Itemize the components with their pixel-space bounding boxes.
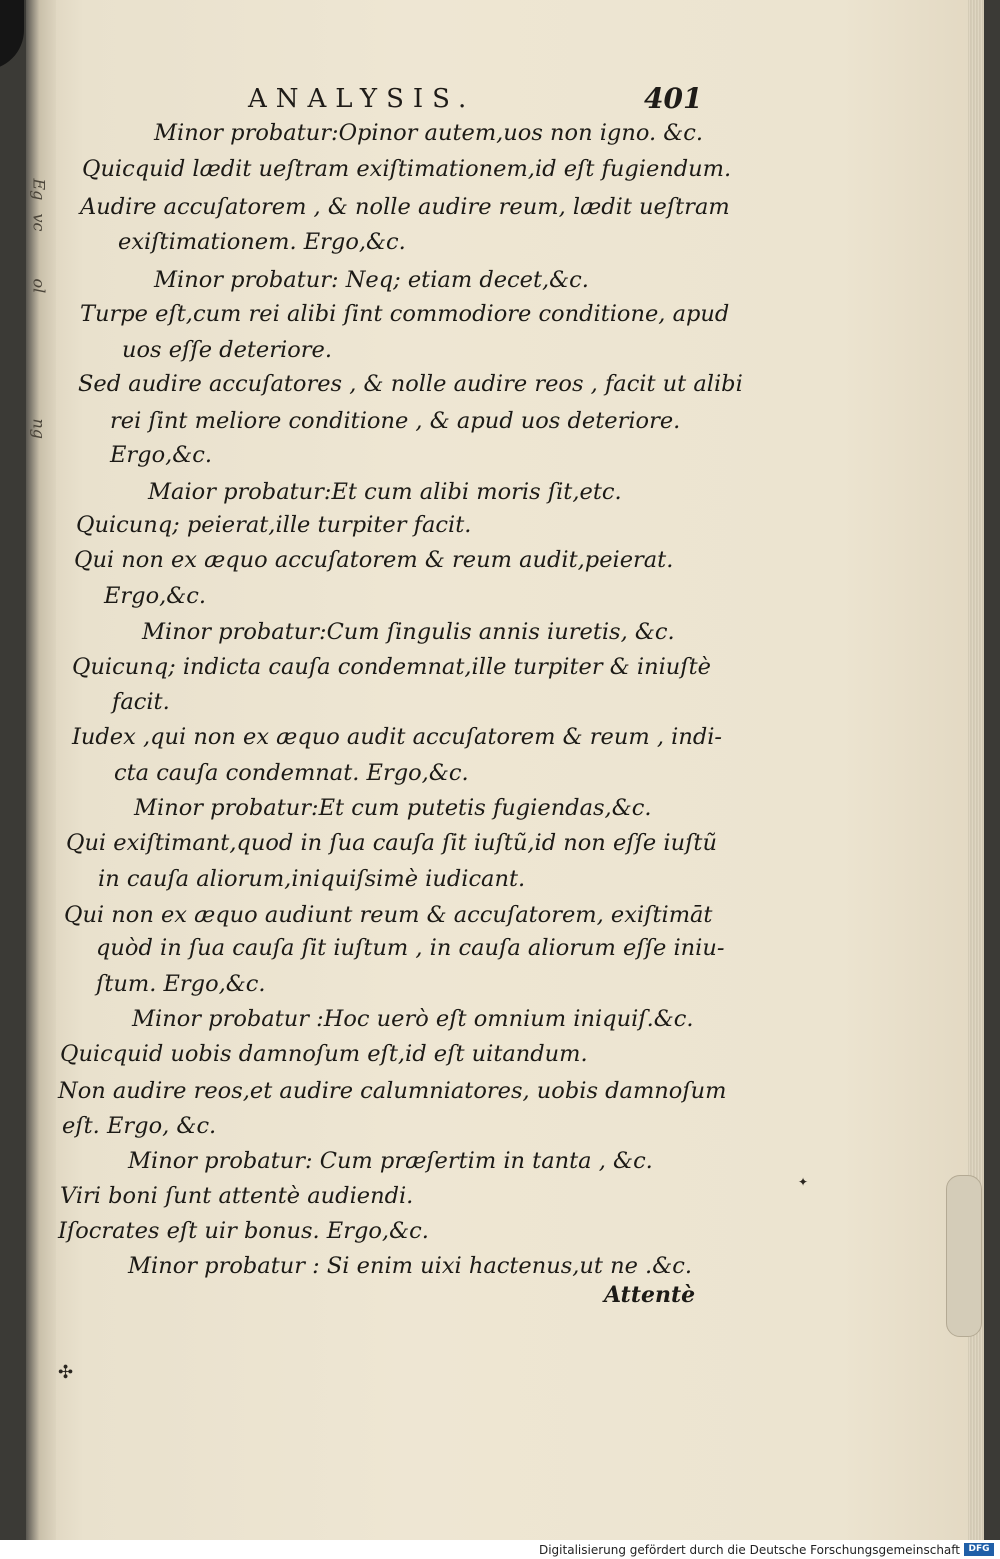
- binding-fragment: ng: [29, 418, 49, 440]
- page-tab: [946, 1175, 982, 1337]
- text-line: Sed audire accuſatores , & nolle audire reos , facit ut alibi: [78, 371, 743, 397]
- binding-fragment: vc: [29, 213, 49, 232]
- text-line: facit.: [112, 689, 170, 715]
- text-line: Turpe eſt,cum rei alibi ſint commodiore conditione, apud: [80, 301, 730, 327]
- binding-gutter: [26, 0, 56, 1540]
- text-line: quòd in ſua cauſa ſit iuſtum , in cauſa aliorum eſſe iniu-: [96, 935, 725, 961]
- text-line: Qui non ex æquo accuſatorem & reum audit,peierat.: [74, 547, 674, 573]
- probatur-line: Maior probatur:Et cum alibi moris ſit,etc.: [148, 479, 622, 505]
- text-line: Ergo,&c.: [104, 583, 207, 609]
- text-line: Qui exiſtimant,quod in ſua cauſa ſit iuſtũ,id non eſſe iuſtũ: [66, 830, 717, 856]
- book-page: [26, 0, 984, 1540]
- ink-mark: ✣: [58, 1362, 74, 1383]
- text-line: Quicquid uobis damnoſum eſt,id eſt uitandum.: [60, 1041, 588, 1067]
- probatur-line: Minor probatur:Opinor autem,uos non igno. &c.: [154, 120, 704, 146]
- binding-fragment: Eg: [29, 178, 49, 201]
- text-line: Ergo,&c.: [110, 442, 213, 468]
- text-line: Quicunq; peierat,ille turpiter facit.: [76, 512, 472, 538]
- text-line: Non audire reos,et audire calumniatores, uobis damnoſum: [58, 1078, 727, 1104]
- text-line: Viri boni ſunt attentè audiendi.: [60, 1183, 414, 1209]
- probatur-line: Minor probatur:Et cum putetis fugiendas,&c.: [134, 795, 652, 821]
- probatur-line: Minor probatur: Neq; etiam decet,&c.: [154, 267, 589, 293]
- text-line: exiſtimationem. Ergo,&c.: [118, 229, 406, 255]
- text-line: cta cauſa condemnat. Ergo,&c.: [114, 760, 469, 786]
- page-number: 401: [644, 82, 703, 115]
- text-line: Qui non ex æquo audiunt reum & accuſatorem, exiſtimāt: [64, 902, 713, 928]
- dfg-logo: DFG: [964, 1543, 994, 1556]
- text-line: Quicquid lædit ueſtram exiſtimationem,id eſt fugiendum.: [82, 156, 732, 182]
- text-line: ſtum. Ergo,&c.: [96, 971, 266, 997]
- probatur-line: Minor probatur : Si enim uixi hactenus,ut ne .&c.: [128, 1253, 692, 1279]
- text-line: eſt. Ergo, &c.: [62, 1113, 217, 1139]
- ink-mark: ✦: [798, 1175, 809, 1189]
- text-line: uos eſſe deteriore.: [122, 337, 332, 363]
- text-line: rei ſint meliore conditione , & apud uos deteriore.: [110, 408, 681, 434]
- catchword: Attentè: [604, 1282, 696, 1308]
- probatur-line: Minor probatur: Cum præſertim in tanta , &c.: [128, 1148, 653, 1174]
- footer-credit: Digitalisierung gefördert durch die Deutsche Forschungsgemeinschaft: [538, 1543, 960, 1557]
- text-line: Iſocrates eſt uir bonus. Ergo,&c.: [58, 1218, 429, 1244]
- running-header: ANALYSIS.: [248, 84, 476, 114]
- probatur-line: Minor probatur:Cum ſingulis annis iuretis, &c.: [142, 619, 675, 645]
- scan-corner-shadow: [0, 0, 24, 70]
- probatur-line: Minor probatur :Hoc uerò eſt omnium iniquiſ.&c.: [132, 1006, 694, 1032]
- text-line: Iudex ,qui non ex æquo audit accuſatorem & reum , indi-: [72, 724, 723, 750]
- text-line: Audire accuſatorem , & nolle audire reum, lædit ueſtram: [80, 194, 730, 220]
- binding-fragment: ol: [29, 278, 49, 294]
- text-line: Quicunq; indicta cauſa condemnat,ille turpiter & iniuſtè: [72, 654, 711, 680]
- text-line: in cauſa aliorum,iniquiſsimè iudicant.: [98, 866, 526, 892]
